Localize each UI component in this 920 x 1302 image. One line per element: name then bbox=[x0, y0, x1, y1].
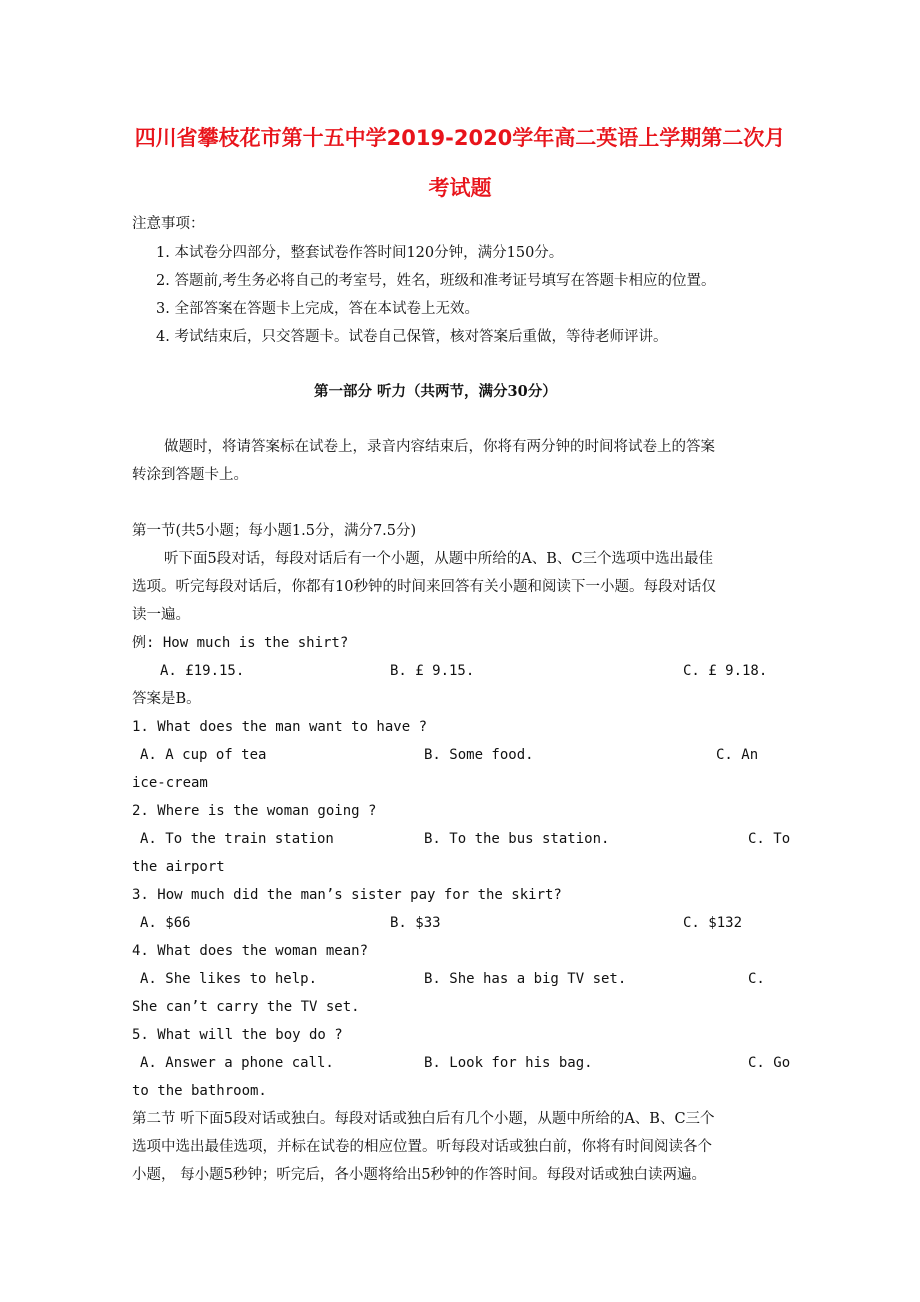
question-2-option-a: A. To the train station bbox=[140, 831, 334, 847]
example-option-b: B. £ 9.15. bbox=[390, 663, 475, 679]
example-answer: 答案是B。 bbox=[132, 691, 201, 707]
section1-instructions-line2: 选项。听完每段对话后，你都有10秒钟的时间来回答有关小题和阅读下一小题。每段对话仅 bbox=[132, 579, 716, 595]
example-option-c: C. £ 9.18. bbox=[683, 663, 768, 679]
section2-instructions-line2: 选项中选出最佳选项，并标在试卷的相应位置。听每段对话或独白前，你将有时间阅读各个 bbox=[132, 1139, 712, 1155]
question-2: 2. Where is the woman going ? bbox=[132, 803, 377, 819]
notice-item-2: 2. 答题前,考生务必将自己的考室号，姓名，班级和准考证号填写在答题卡相应的位置。 bbox=[156, 273, 716, 289]
question-1-option-b: B. Some food. bbox=[424, 747, 534, 763]
question-2-option-c-cont: the airport bbox=[132, 859, 225, 875]
question-5-option-a: A. Answer a phone call. bbox=[140, 1055, 334, 1071]
question-5-option-b: B. Look for his bag. bbox=[424, 1055, 593, 1071]
notice-item-1: 1. 本试卷分四部分，整套试卷作答时间120分钟，满分150分。 bbox=[156, 245, 564, 261]
part1-intro-line2: 转涂到答题卡上。 bbox=[132, 467, 248, 483]
question-5: 5. What will the boy do ? bbox=[132, 1027, 343, 1043]
section1-instructions-line1: 听下面5段对话，每段对话后有一个小题，从题中所给的A、B、C三个选项中选出最佳 bbox=[164, 551, 713, 567]
section2-instructions-line1: 第二节 听下面5段对话或独白。每段对话或独白后有几个小题，从题中所给的A、B、C三个 bbox=[132, 1111, 715, 1127]
notice-item-3: 3. 全部答案在答题卡上完成，答在本试卷上无效。 bbox=[156, 301, 479, 317]
page-title-line2: 考试题 bbox=[428, 176, 492, 200]
question-3-option-b: B. $33 bbox=[390, 915, 441, 931]
question-3-option-c: C. $132 bbox=[683, 915, 743, 931]
question-4-option-b: B. She has a big TV set. bbox=[424, 971, 627, 987]
part1-intro-line1: 做题时，将请答案标在试卷上，录音内容结束后，你将有两分钟的时间将试卷上的答案 bbox=[164, 439, 715, 455]
question-4: 4. What does the woman mean? bbox=[132, 943, 369, 959]
question-4-option-a: A. She likes to help. bbox=[140, 971, 318, 987]
section1-instructions-line3: 读一遍。 bbox=[132, 607, 190, 623]
page-title-line1: 四川省攀枝花市第十五中学2019-2020学年高二英语上学期第二次月 bbox=[134, 126, 786, 150]
question-2-option-c: C. To bbox=[748, 831, 791, 847]
example-question: 例: How much is the shirt? bbox=[132, 635, 349, 651]
part1-heading: 第一部分 听力（共两节，满分30分） bbox=[314, 383, 557, 400]
question-1: 1. What does the man want to have ? bbox=[132, 719, 428, 735]
question-5-option-c: C. Go bbox=[748, 1055, 791, 1071]
question-3-option-a: A. $66 bbox=[140, 915, 191, 931]
question-1-option-a: A. A cup of tea bbox=[140, 747, 267, 763]
question-2-option-b: B. To the bus station. bbox=[424, 831, 610, 847]
question-5-option-c-cont: to the bathroom. bbox=[132, 1083, 267, 1099]
question-4-option-c: C. bbox=[748, 971, 765, 987]
question-4-option-c-cont: She can’t carry the TV set. bbox=[132, 999, 360, 1015]
example-option-a: A. £19.15. bbox=[160, 663, 245, 679]
notice-heading: 注意事项： bbox=[132, 216, 205, 232]
notice-item-4: 4. 考试结束后，只交答题卡。试卷自己保管，核对答案后重做，等待老师评讲。 bbox=[156, 329, 668, 345]
question-3: 3. How much did the man’s sister pay for the skirt? bbox=[132, 887, 562, 903]
section1-heading: 第一节(共5小题；每小题1.5分，满分7.5分) bbox=[132, 523, 417, 539]
section2-instructions-line3: 小题， 每小题5秒钟；听完后，各小题将给出5秒钟的作答时间。每段对话或独白读两遍。 bbox=[132, 1167, 707, 1183]
question-1-option-c-cont: ice-cream bbox=[132, 775, 208, 791]
question-1-option-c: C. An bbox=[716, 747, 759, 763]
